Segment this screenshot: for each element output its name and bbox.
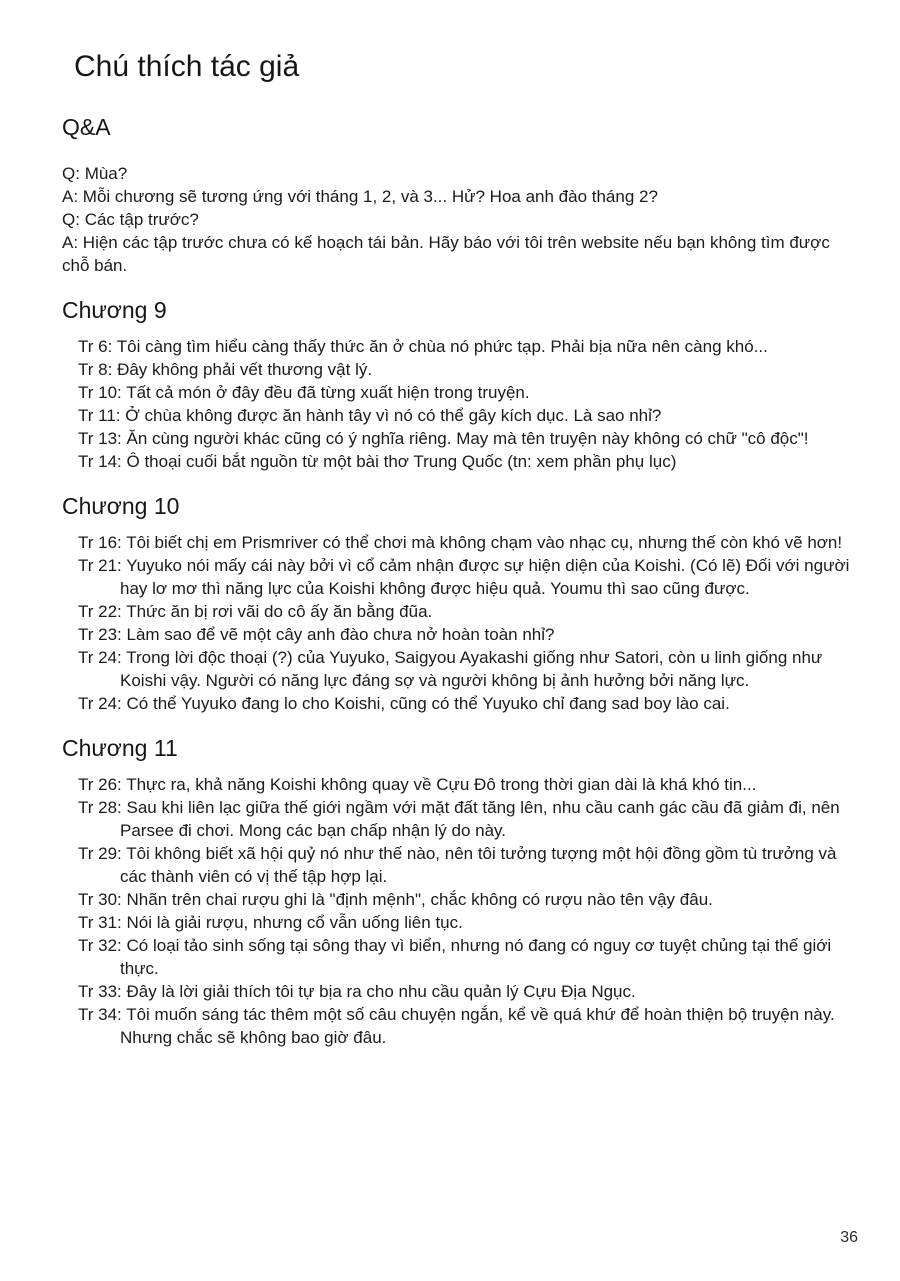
note-text: Sau khi liên lạc giữa thế giới ngầm với mặt đất tăng lên, nhu cầu canh gác cầu đã giảm đi, nên Parsee đi chơi. Mong các bạn chấp nhận lý do này. [120,798,840,840]
question-text: Mùa? [84,164,128,183]
note-page-label: Tr 33: [78,982,122,1001]
note-text: Ở chùa không được ăn hành tây vì nó có thể gây kích dục. Là sao nhỉ? [125,406,662,425]
note-page-label: Tr 16: [78,533,122,552]
note-page-label: Tr 10: [78,383,122,402]
note-item [78,404,860,427]
note-item [78,911,860,934]
note-text: Nhãn trên chai rượu ghi là "định mệnh", chắc không có rượu nào tên vậy đâu. [126,890,713,909]
page-title: Chú thích tác giả [74,50,300,83]
note-text: Tôi biết chị em Prismriver có thể chơi mà không chạm vào nhạc cụ, nhưng thế còn khó vẽ hơn! [126,533,843,552]
answer-text: Hiện các tập trước chưa có kế hoạch tái bản. Hãy báo với tôi trên website nếu bạn không tìm được chỗ bán. [62,233,830,275]
note-page-label: Tr 30: [78,890,122,909]
note-text: Làm sao để vẽ một cây anh đào chưa nở hoàn toàn nhỉ? [126,625,555,644]
note-item [78,888,860,911]
note-item [78,554,860,600]
question-text: Các tập trước? [84,210,199,229]
note-page-label: Tr 24: [78,648,122,667]
note-page-label: Tr 21: [78,556,122,575]
note-page-label: Tr 11: [78,406,121,425]
qa-section [62,112,860,277]
note-text: Tôi càng tìm hiểu càng thấy thức ăn ở chùa nó phức tạp. Phải bịa nữa nên càng khó... [116,337,768,356]
note-page-label: Tr 14: [78,452,122,471]
answer-label: A: [62,233,79,252]
note-text: Đây không phải vết thương vật lý. [117,360,373,379]
note-item [78,335,860,358]
chapter-section [62,491,860,715]
note-item [78,1003,860,1049]
chapter-section [62,733,860,1049]
question-line [62,208,860,231]
qa-item [62,208,860,277]
note-item [78,531,860,554]
note-item [78,796,860,842]
note-text: Có thể Yuyuko đang lo cho Koishi, cũng có thể Yuyuko chỉ đang sad boy lào cai. [126,694,730,713]
notes-list [62,531,860,715]
note-text: Thức ăn bị rơi vãi do cô ấy ăn bằng đũa. [126,602,433,621]
note-page-label: Tr 29: [78,844,122,863]
note-text: Tôi muốn sáng tác thêm một số câu chuyện ngắn, kể về quá khứ để hoàn thiện bộ truyện này. Nhưng chắc sẽ không bao giờ đâu. [120,1005,835,1047]
note-text: Yuyuko nói mấy cái này bởi vì cổ cảm nhận được sự hiện diện của Koishi. (Có lẽ) Đối với người hay lơ mơ thì năng lực của Koishi không được hiệu quả. Youmu thì sao cũng được. [120,556,850,598]
note-item [78,773,860,796]
note-page-label: Tr 34: [78,1005,122,1024]
note-item [78,358,860,381]
notes-list [62,773,860,1049]
answer-line [62,185,834,208]
note-text: Đây là lời giải thích tôi tự bịa ra cho nhu cầu quản lý Cựu Địa Ngục. [126,982,636,1001]
note-item [78,427,860,450]
question-line [62,162,860,185]
note-page-label: Tr 28: [78,798,122,817]
qa-heading: Q&A [62,114,111,140]
note-item [78,692,860,715]
note-page-label: Tr 22: [78,602,122,621]
answer-line [62,231,834,277]
note-text: Ăn cùng người khác cũng có ý nghĩa riêng. May mà tên truyện này không có chữ "cô độc"! [126,429,809,448]
qa-list [62,162,860,277]
chapter-heading: Chương 9 [62,297,167,323]
qa-item [62,162,860,208]
notes-list [62,335,860,473]
note-page-label: Tr 23: [78,625,122,644]
chapters-list [62,295,860,1049]
note-item [78,842,860,888]
question-label: Q: [62,164,80,183]
note-page-label: Tr 24: [78,694,122,713]
page-number: 36 [840,1229,858,1246]
question-label: Q: [62,210,80,229]
note-page-label: Tr 26: [78,775,122,794]
answer-label: A: [62,187,79,206]
note-page-label: Tr 31: [78,913,122,932]
answer-text: Mỗi chương sẽ tương ứng với tháng 1, 2, và 3... Hử? Hoa anh đào tháng 2? [82,187,658,206]
note-text: Trong lời độc thoại (?) của Yuyuko, Saigyou Ayakashi giống như Satori, còn u linh giống như Koishi vậy. Người có năng lực đáng sợ và người không bị ảnh hưởng bởi năng lực. [120,648,823,690]
note-text: Ô thoại cuối bắt nguồn từ một bài thơ Trung Quốc (tn: xem phần phụ lục) [126,452,677,471]
note-item [78,934,860,980]
chapter-heading: Chương 11 [62,735,178,761]
note-text: Có loại tảo sinh sống tại sông thay vì biển, nhưng nó đang có nguy cơ tuyệt chủng tại thế giới thực. [120,936,832,978]
note-item [78,980,860,1003]
note-item [78,623,860,646]
note-text: Thực ra, khả năng Koishi không quay về Cựu Đô trong thời gian dài là khá khó tin... [126,775,757,794]
note-page-label: Tr 8: [78,360,113,379]
chapter-heading: Chương 10 [62,493,180,519]
note-text: Tôi không biết xã hội quỷ nó như thế nào, nên tôi tưởng tượng một hội đồng gồm tù trưởng và các thành viên có vị thế tập hợp lại. [120,844,837,886]
note-item [78,381,860,404]
note-text: Nói là giải rượu, nhưng cổ vẫn uống liên tục. [126,913,463,932]
note-page-label: Tr 13: [78,429,122,448]
note-item [78,600,860,623]
note-text: Tất cả món ở đây đều đã từng xuất hiện trong truyện. [126,383,530,402]
note-page-label: Tr 6: [78,337,113,356]
chapter-section [62,295,860,473]
note-item [78,646,860,692]
note-item [78,450,860,473]
note-page-label: Tr 32: [78,936,122,955]
